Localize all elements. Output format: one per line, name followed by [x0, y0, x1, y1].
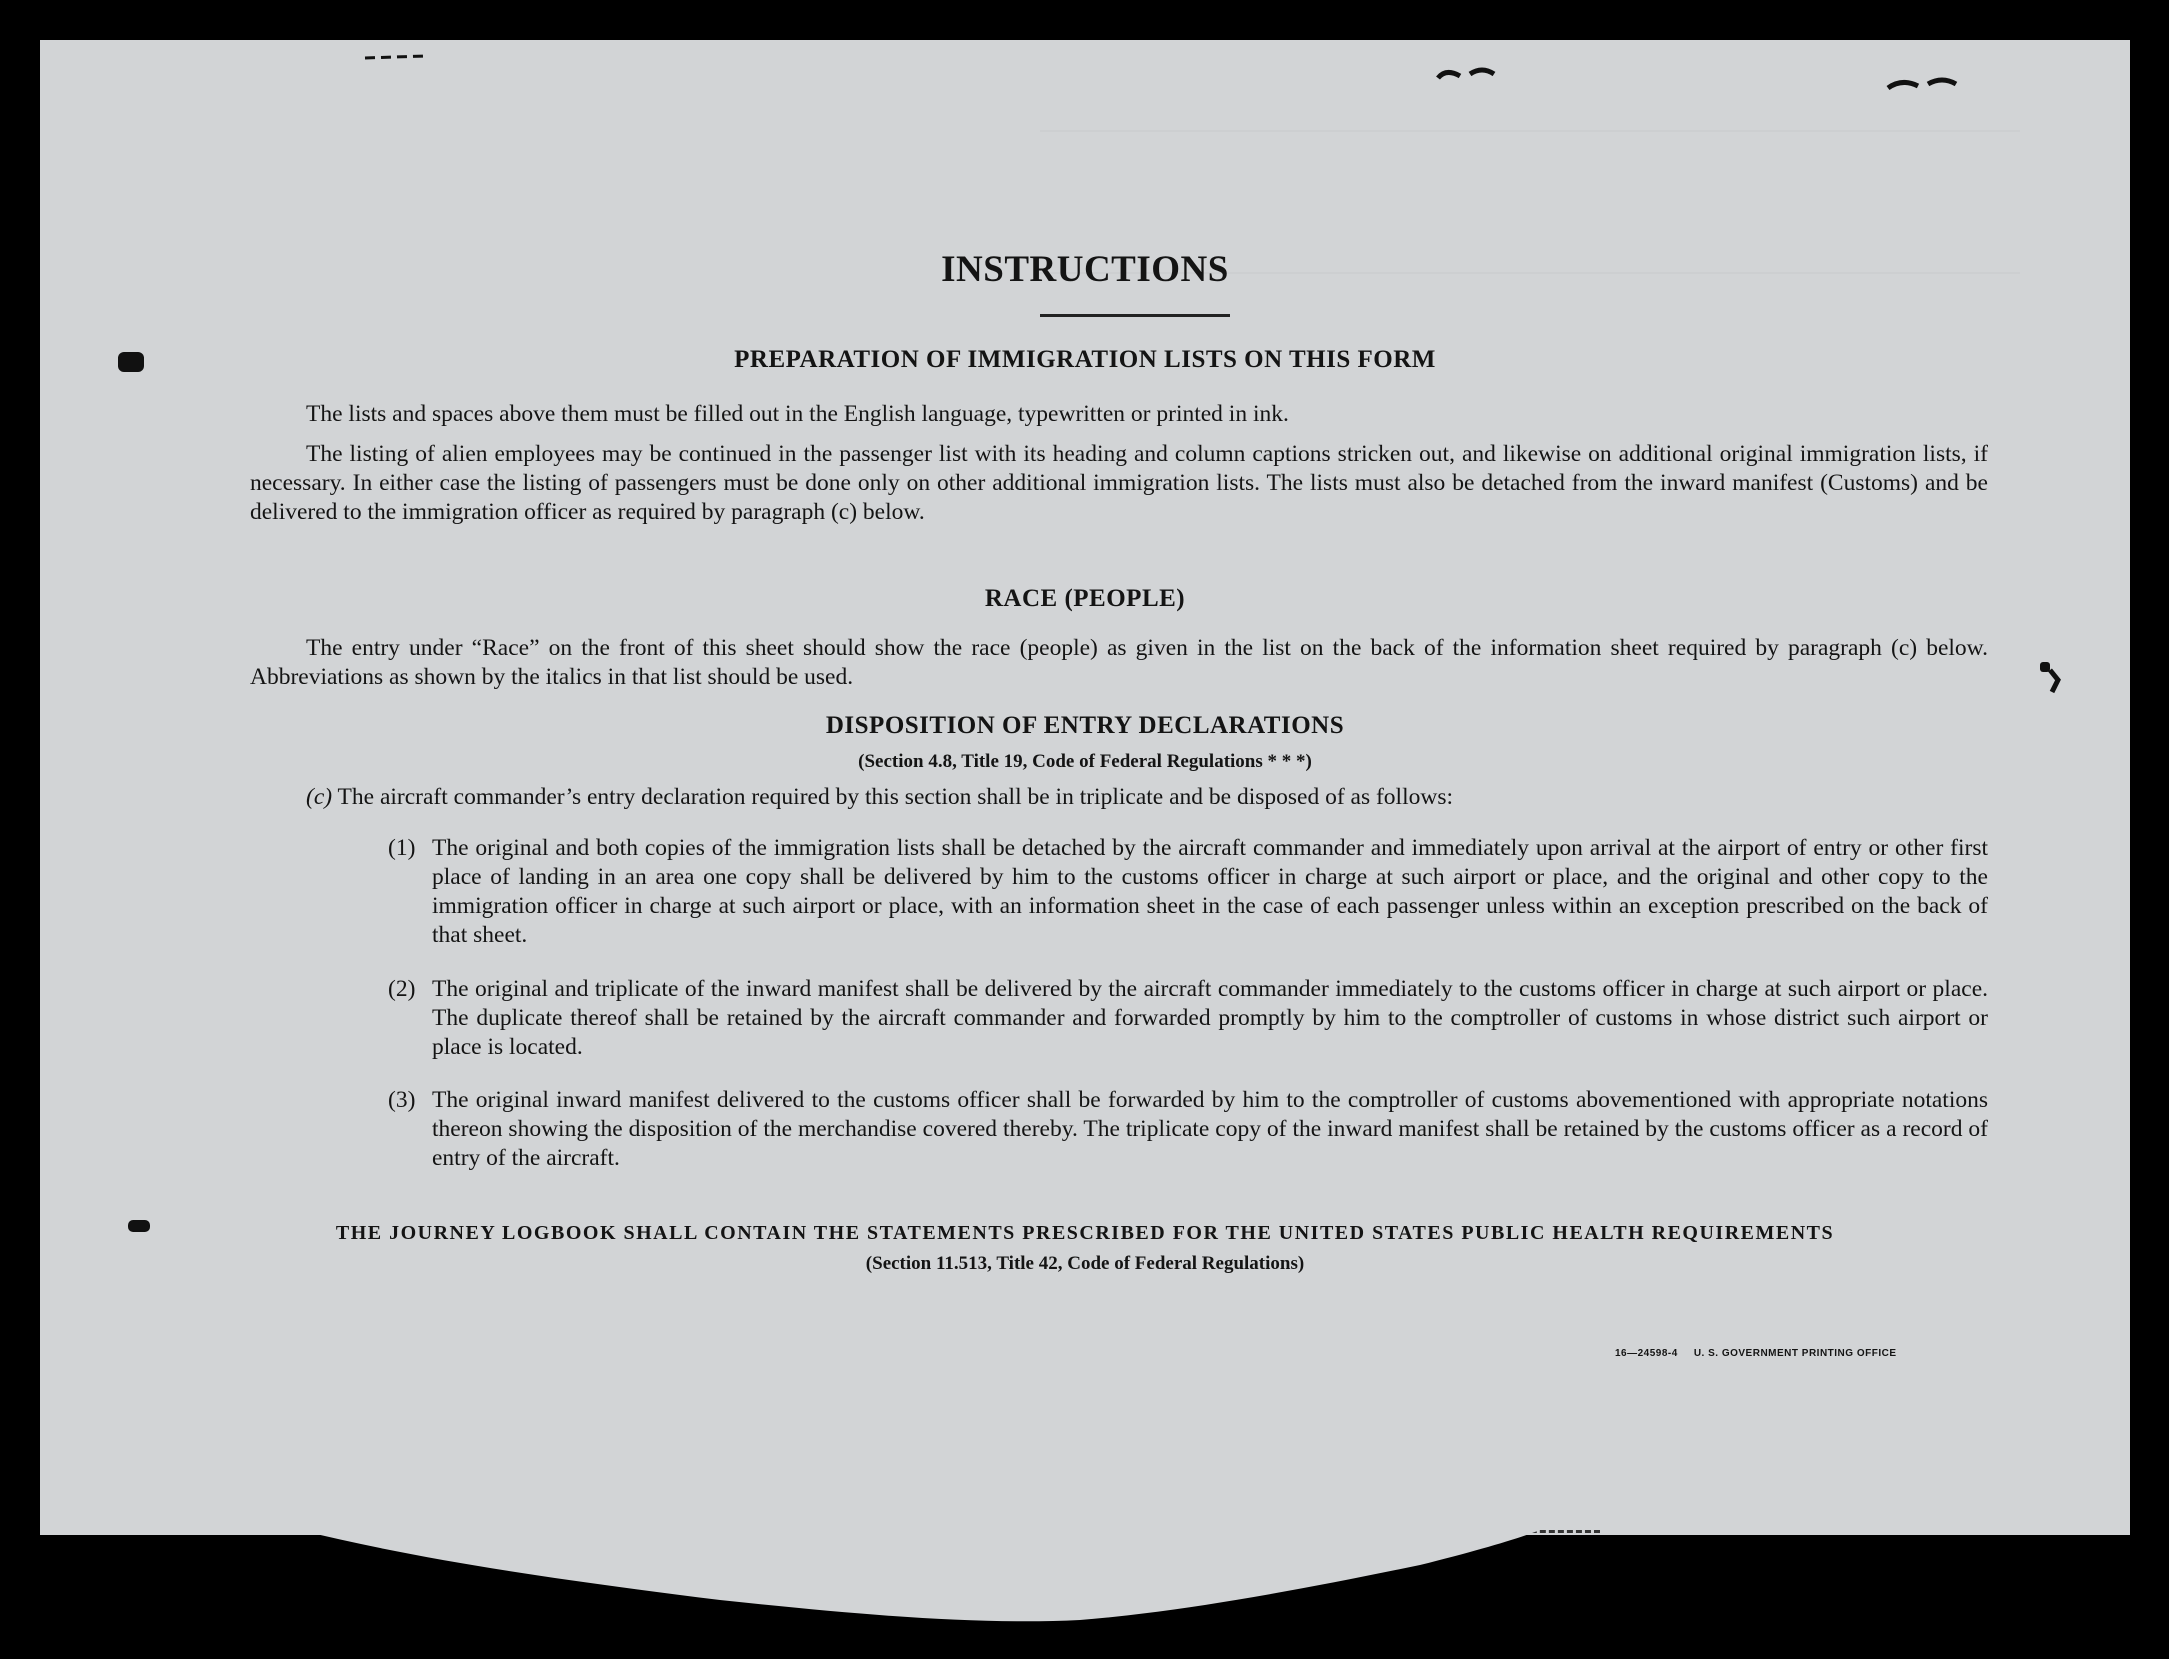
- title-underline: [1040, 314, 1230, 317]
- disposition-citation: (Section 4.8, Title 19, Code of Federal Regulations * * *): [858, 751, 1312, 772]
- disposition-intro-text: The aircraft commander’s entry declaration required by this section shall be in triplicate and be disposed of as follows:: [337, 784, 1454, 810]
- disposition-heading: DISPOSITION OF ENTRY DECLARATIONS: [825, 712, 1345, 739]
- printer-name: U. S. GOVERNMENT PRINTING OFFICE: [1693, 1348, 1897, 1359]
- disposition-intro: [306, 783, 1988, 812]
- item-text: The original and triplicate of the inward manifest shall be delivered by the aircraft commander immediately to the customs officer in charge at such airport or place. The duplicate thereof shall be retained by the aircraft commander and forwarded promptly by him to the comptroller of customs in whose district such airport or place is located.: [432, 976, 1988, 1060]
- document-page: [40, 40, 2130, 1535]
- disposition-item-1: [388, 834, 1988, 950]
- paragraph-c-label: (c): [306, 784, 333, 810]
- torn-paper-edge: [0, 1520, 2169, 1659]
- preparation-heading: PREPARATION OF IMMIGRATION LISTS ON THIS FORM: [734, 346, 1436, 373]
- logbook-statement: THE JOURNEY LOGBOOK SHALL CONTAIN THE STATEMENTS PRESCRIBED FOR THE UNITED STATES PUBLIC HEALTH REQUIREMENTS: [335, 1222, 1835, 1244]
- disposition-item-2: [388, 975, 1988, 1062]
- race-heading: RACE (PEOPLE): [984, 585, 1186, 612]
- item-text: The original and both copies of the immigration lists shall be detached by the aircraft commander and immediately upon arrival at the airport of entry or other first place of landing in an area one copy shall be delivered by him to the customs officer in charge at such airport or place, and the original and other copy to the immigration officer in charge at such airport or place, with an information sheet in the case of each passenger unless within an exception prescribed on the back of that sheet.: [432, 835, 1988, 948]
- race-paragraph: The entry under “Race” on the front of this sheet should show the race (people) as given in the list on the back of the information sheet required by paragraph (c) below. Abbreviations as shown by the italics in that list should be used.: [250, 635, 1988, 690]
- item-text: The original inward manifest delivered to the customs officer shall be forwarded by him to the comptroller of customs abovementioned with appropriate notations thereon showing the disposition of the merchandise covered thereby. The triplicate copy of the inward manifest shall be retained by the customs officer as a record of entry of the aircraft.: [432, 1087, 1988, 1171]
- form-number: 16—24598-4: [1615, 1348, 1678, 1359]
- item-number: (2): [388, 976, 416, 1002]
- ink-blot-right: [2040, 662, 2050, 672]
- logbook-citation: (Section 11.513, Title 42, Code of Federal Regulations): [865, 1253, 1305, 1274]
- preparation-paragraph-1: The lists and spaces above them must be filled out in the English language, typewritten or printed in ink.: [306, 401, 1289, 427]
- printer-imprint: [1615, 1348, 1913, 1359]
- page-title: INSTRUCTIONS: [941, 249, 1229, 290]
- preparation-paragraph-2: The listing of alien employees may be continued in the passenger list with its heading and column captions stricken out, and likewise on additional original immigration lists, if necessary. In either case the listing of passengers must be done only on other additional immigration lists. The lists must also be detached from the inward manifest (Customs) and be delivered to the immigration officer as required by paragraph (c) below.: [250, 441, 1988, 525]
- item-number: (1): [388, 835, 416, 861]
- item-number: (3): [388, 1087, 416, 1113]
- disposition-item-3: [388, 1086, 1988, 1173]
